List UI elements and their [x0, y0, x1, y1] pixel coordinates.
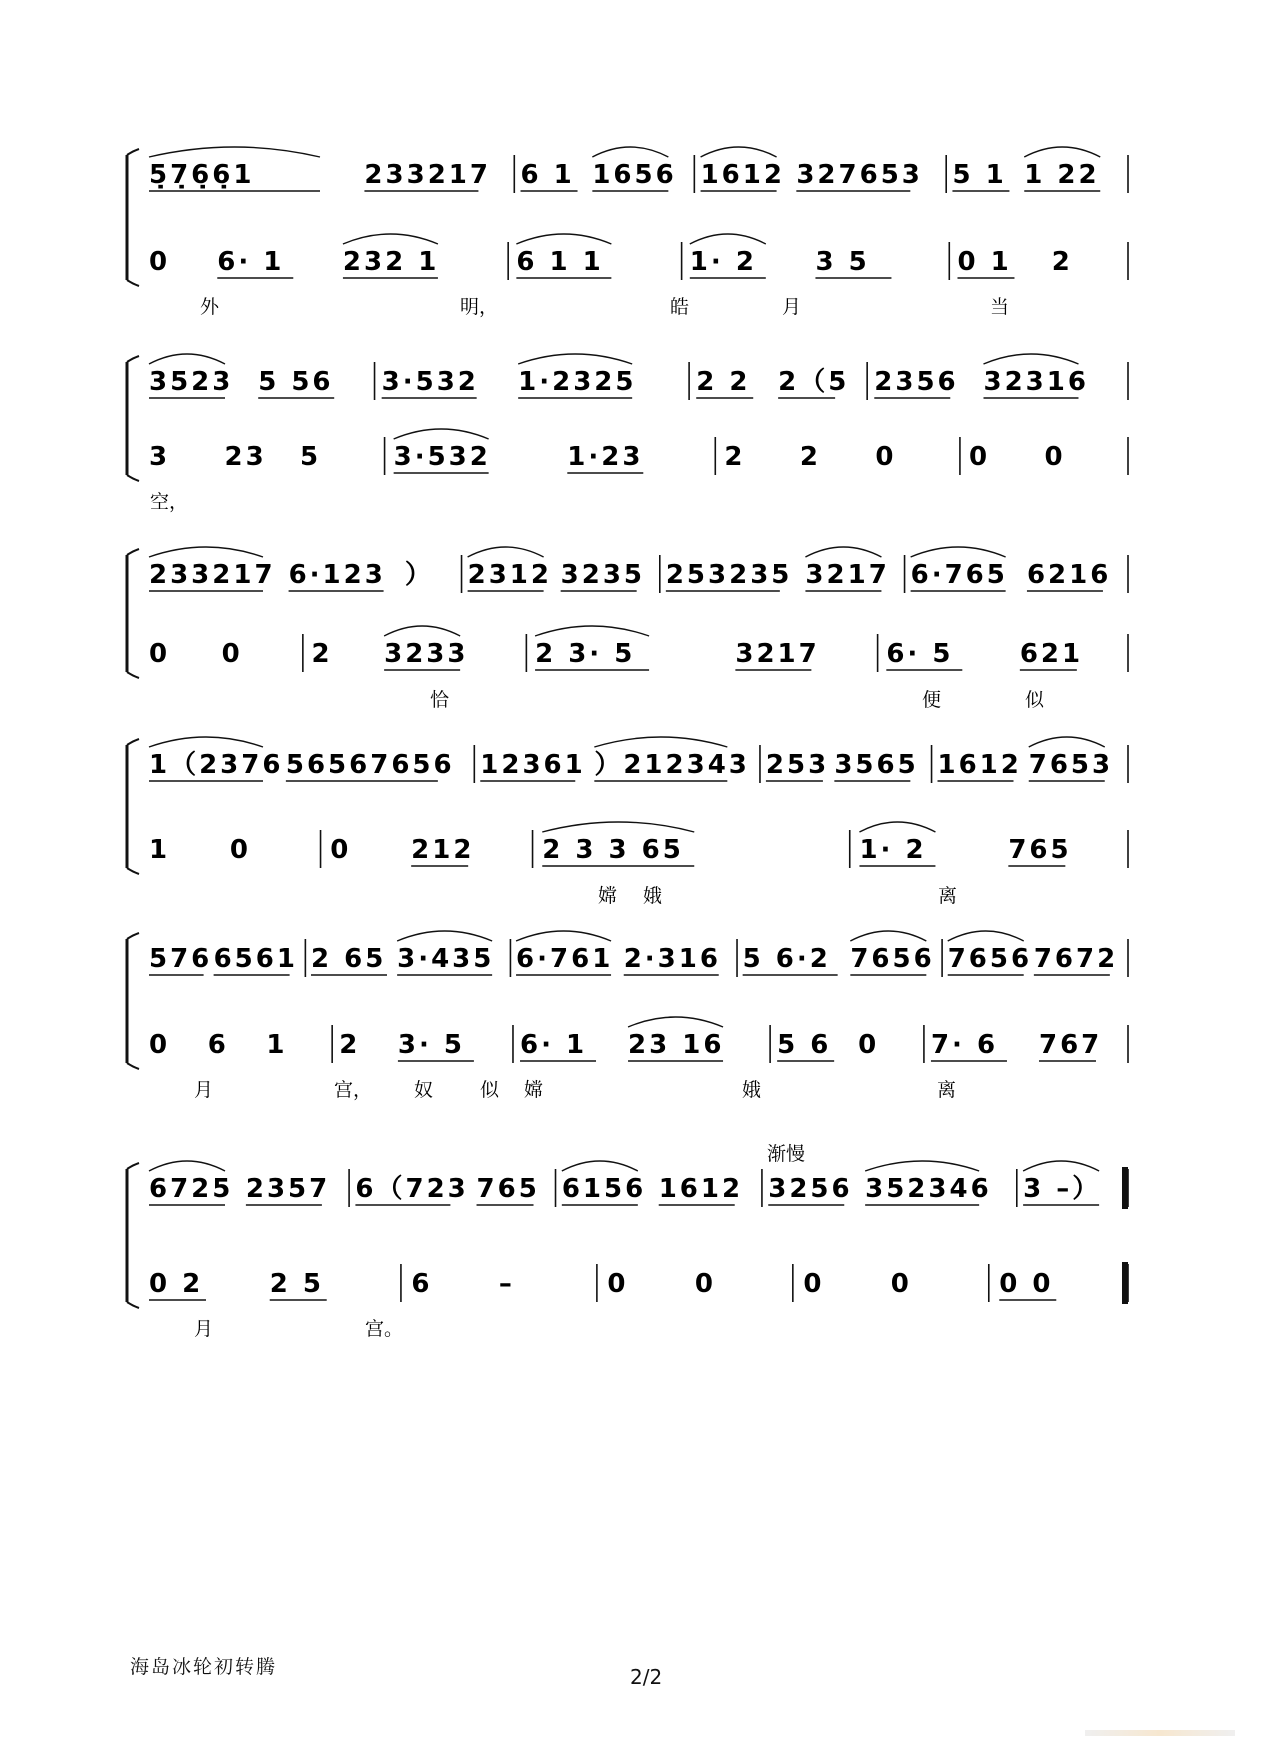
upper-staff-slur: [149, 737, 263, 747]
upper-staff-note-group: 6（723: [355, 1174, 469, 1204]
page-number: 2/2: [630, 1665, 663, 1689]
bracket-hook-bottom: [127, 475, 139, 481]
upper-staff-note-group: 3·532: [381, 367, 479, 397]
final-barline-top: [1122, 1167, 1128, 1209]
lower-staff-note-group: 1: [149, 835, 171, 865]
upper-staff-note-group: 6·123: [288, 560, 386, 590]
lower-staff-note-group: 2: [339, 1030, 361, 1060]
lower-staff-note-group: 0: [875, 442, 897, 472]
upper-staff-note-group: 5 6·2: [742, 944, 831, 974]
upper-staff-note-group: 327653: [796, 160, 923, 190]
lower-staff-note-group: 2: [1051, 247, 1073, 277]
upper-staff-note-group: 6156: [561, 1174, 647, 1204]
lyric-syllable: 离: [937, 1079, 957, 1101]
upper-staff-slur: [865, 1161, 979, 1171]
bracket-hook-top: [127, 149, 139, 155]
lower-staff-slur: [535, 626, 649, 636]
upper-staff-note-group: 1656: [592, 160, 677, 190]
lower-staff-note-group: 0: [149, 247, 171, 277]
lyric-syllable: 明，: [460, 296, 499, 318]
tempo-mark: 渐慢: [767, 1143, 806, 1165]
upper-staff-note-group: 12361: [480, 750, 586, 780]
lower-staff-note-group: 0: [968, 442, 991, 472]
lower-staff-note-group: 2 3· 5: [535, 639, 636, 669]
lower-staff-note-group: 6: [411, 1269, 433, 1299]
lower-staff-note-group: 767: [1038, 1030, 1103, 1060]
upper-staff-note-group: 1·2325: [518, 367, 637, 397]
lower-staff-note-group: 5 6: [777, 1030, 832, 1060]
lower-staff-note-group: 6: [207, 1030, 229, 1060]
bracket-hook-top: [127, 356, 139, 362]
upper-staff-note-group: 3217: [805, 560, 890, 590]
lyric-syllable: 恰: [430, 689, 450, 711]
lyric-syllable: 离: [938, 885, 958, 907]
watermark: [1085, 1730, 1235, 1736]
bracket-hook-bottom: [127, 1063, 139, 1069]
lower-staff-note-group: 0 2: [149, 1269, 204, 1299]
upper-staff-slur: [149, 354, 225, 364]
upper-staff-slur: [805, 547, 881, 557]
lower-staff-note-group: 2: [724, 442, 746, 472]
bracket-hook-top: [127, 549, 139, 555]
bracket-hook-top: [127, 739, 139, 745]
upper-staff-note-group: 56567656: [285, 750, 455, 780]
upper-staff-note-group: 6561: [213, 944, 298, 974]
upper-staff-slur: [850, 931, 926, 941]
lower-staff-note-group: 1· 2: [859, 835, 927, 865]
upper-staff-note-group: 2356: [874, 367, 959, 397]
lower-staff-note-group: 3: [149, 442, 171, 472]
upper-staff-note-group: 2 65: [310, 944, 387, 974]
lower-staff-note-group: 5: [300, 442, 322, 472]
upper-staff-note-group: 7656: [947, 944, 1033, 974]
lower-staff-note-group: 6· 1: [217, 247, 285, 277]
lyric-syllable: 娥: [643, 885, 663, 907]
bracket-hook-bottom: [127, 280, 139, 286]
upper-staff-slur: [149, 547, 263, 557]
lower-staff-note-group: 0: [607, 1269, 629, 1299]
lyric-syllable: 月: [194, 1318, 214, 1340]
upper-staff-note-group: 6·765: [910, 560, 1008, 590]
upper-staff-note-group: 6725: [149, 1174, 234, 1204]
upper-staff-note-group: 253: [765, 750, 830, 780]
lyric-syllable: 宫。: [365, 1318, 404, 1340]
lyric-syllable: 皓: [670, 296, 690, 318]
lower-staff-slur: [690, 234, 766, 244]
lower-staff-note-group: 1: [266, 1030, 288, 1060]
upper-staff-note-group: 1 22: [1024, 160, 1100, 190]
lower-staff-note-group: 0: [1044, 442, 1066, 472]
bracket-hook-top: [127, 933, 139, 939]
upper-staff-slur: [1024, 147, 1100, 157]
upper-staff-note-group: 32316: [983, 367, 1089, 397]
lower-staff-note-group: 0: [221, 639, 243, 669]
upper-staff-note-group: 233217: [364, 160, 491, 190]
lower-staff-note-group: 3· 5: [397, 1030, 466, 1060]
lyric-syllable: 似: [480, 1079, 500, 1101]
upper-staff-note-group: 352346: [865, 1174, 992, 1204]
lower-staff-note-group: 0: [890, 1269, 912, 1299]
lower-staff-note-group: 3233: [384, 639, 469, 669]
upper-staff-slur: [562, 1161, 638, 1171]
lyric-syllable: 外: [200, 296, 220, 318]
lyric-syllable: 月: [782, 296, 802, 318]
upper-staff-note-group: 3565: [834, 750, 919, 780]
lower-staff-note-group: 0: [803, 1269, 825, 1299]
upper-staff-note-group: 1612: [937, 750, 1022, 780]
upper-staff-slur: [397, 931, 492, 941]
upper-staff-note-group: 2 2: [696, 367, 751, 397]
upper-staff-note-group: 5 1: [952, 160, 1007, 190]
upper-staff-slur: [149, 1161, 225, 1171]
lower-staff-note-group: 0 0: [999, 1269, 1054, 1299]
upper-staff-note-group: 3·435: [397, 944, 495, 974]
lower-staff-note-group: 1·23: [567, 442, 644, 472]
lower-staff-note-group: 6 1 1: [516, 247, 604, 277]
upper-staff-note-group: 2（5: [778, 367, 850, 397]
upper-staff-slur: [518, 354, 632, 364]
upper-staff-note-group: 253235: [665, 560, 793, 590]
upper-staff-note-group: 6 1: [520, 160, 575, 190]
upper-staff-slur: [983, 354, 1078, 364]
upper-staff-note-group: 3235: [560, 560, 646, 590]
upper-staff-note-group: 576: [149, 944, 213, 974]
upper-staff-note-group: 6·761: [516, 944, 614, 974]
upper-staff-note-group: 7656: [850, 944, 935, 974]
upper-staff-slur: [592, 147, 668, 157]
upper-staff-slur: [1029, 737, 1105, 747]
upper-staff-note-group: 3256: [768, 1174, 853, 1204]
bracket-hook-bottom: [127, 672, 139, 678]
lower-staff-note-group: 6· 5: [886, 639, 954, 669]
lower-staff-note-group: 2 5: [269, 1269, 324, 1299]
bracket-hook-bottom: [127, 868, 139, 874]
upper-staff-note-group: 1612: [700, 160, 785, 190]
upper-staff-note-group: 2357: [245, 1174, 331, 1204]
lyric-syllable: 便: [922, 689, 942, 711]
lower-staff-note-group: 2 3 3 65: [542, 835, 684, 865]
upper-staff-note-group: 7672: [1033, 944, 1119, 974]
lower-staff-note-group: 0: [149, 1030, 171, 1060]
upper-staff-note-group: 5̣7̣6̣6̣1: [149, 160, 255, 190]
lower-staff-slur: [384, 626, 460, 636]
lower-staff-note-group: 23: [224, 442, 267, 472]
song-title: 海岛冰轮初转腾: [130, 1656, 278, 1678]
lower-staff-note-group: 3 5: [815, 247, 870, 277]
lower-staff-note-group: 2: [311, 639, 333, 669]
lower-staff-note-group: 232 1: [342, 247, 440, 277]
lower-staff-note-group: 0: [149, 639, 171, 669]
lyric-syllable: 宫，: [334, 1079, 373, 1101]
upper-staff-note-group: 765: [476, 1174, 540, 1204]
upper-staff-note-group: 7653: [1028, 750, 1114, 780]
lower-staff-note-group: 0: [229, 835, 252, 865]
lower-staff-slur: [859, 822, 935, 832]
lower-staff-note-group: –: [498, 1269, 515, 1299]
upper-staff-note-group: 3 –）: [1023, 1174, 1102, 1204]
lower-staff-note-group: 0: [330, 835, 352, 865]
lower-staff-note-group: 2: [799, 442, 821, 472]
lower-staff-note-group: 212: [411, 835, 475, 865]
lyric-syllable: 月: [194, 1079, 214, 1101]
upper-staff-slur: [594, 737, 727, 747]
upper-staff-note-group: ）: [404, 560, 434, 590]
upper-staff-slur: [516, 931, 611, 941]
lower-staff-note-group: 1· 2: [689, 247, 757, 277]
lower-staff-note-group: 765: [1008, 835, 1072, 865]
final-barline-bottom: [1122, 1262, 1128, 1304]
upper-staff-slur: [468, 547, 544, 557]
lyric-syllable: 嫦: [598, 885, 618, 907]
lyric-syllable: 空，: [150, 491, 189, 513]
upper-staff-note-group: 3523: [149, 367, 234, 397]
lyric-syllable: 似: [1025, 689, 1045, 711]
upper-staff-note-group: 1612: [658, 1174, 744, 1204]
upper-staff-note-group: 1（2376: [149, 750, 284, 780]
score-systems: [127, 147, 1128, 1340]
lower-staff-note-group: 3217: [735, 639, 820, 669]
lower-staff-note-group: 0: [694, 1269, 716, 1299]
upper-staff-note-group: 233217: [149, 560, 276, 590]
upper-staff-slur: [911, 547, 1006, 557]
bracket-hook-bottom: [127, 1302, 139, 1308]
upper-staff-slur: [701, 147, 777, 157]
upper-staff-slur: [1023, 1161, 1099, 1171]
lower-staff-slur: [343, 234, 438, 244]
upper-staff-slur: [149, 147, 320, 157]
bracket-hook-top: [127, 1163, 139, 1169]
lower-staff-note-group: 0 1: [957, 247, 1012, 277]
lower-staff-slur: [516, 234, 611, 244]
lower-staff-note-group: 6· 1: [520, 1030, 588, 1060]
lyric-syllable: 嫦: [524, 1079, 544, 1101]
upper-staff-note-group: ）212343: [594, 750, 750, 780]
lyric-syllable: 当: [990, 296, 1010, 318]
lower-staff-slur: [394, 429, 489, 439]
lyric-syllable: 娥: [742, 1079, 762, 1101]
lower-staff-note-group: 7· 6: [930, 1030, 999, 1060]
lower-staff-note-group: 23 16: [628, 1030, 725, 1060]
upper-staff-slur: [948, 931, 1024, 941]
upper-staff-note-group: 2·316: [623, 944, 721, 974]
upper-staff-note-group: 6216: [1026, 560, 1112, 590]
upper-staff-note-group: 5 56: [258, 367, 334, 397]
lower-staff-note-group: 621: [1019, 639, 1084, 669]
lyric-syllable: 奴: [414, 1079, 434, 1101]
lower-staff-note-group: 3·532: [393, 442, 491, 472]
lower-staff-slur: [542, 822, 694, 832]
lower-staff-slur: [628, 1017, 723, 1027]
lower-staff-note-group: 0: [858, 1030, 880, 1060]
upper-staff-note-group: 2312: [467, 560, 552, 590]
